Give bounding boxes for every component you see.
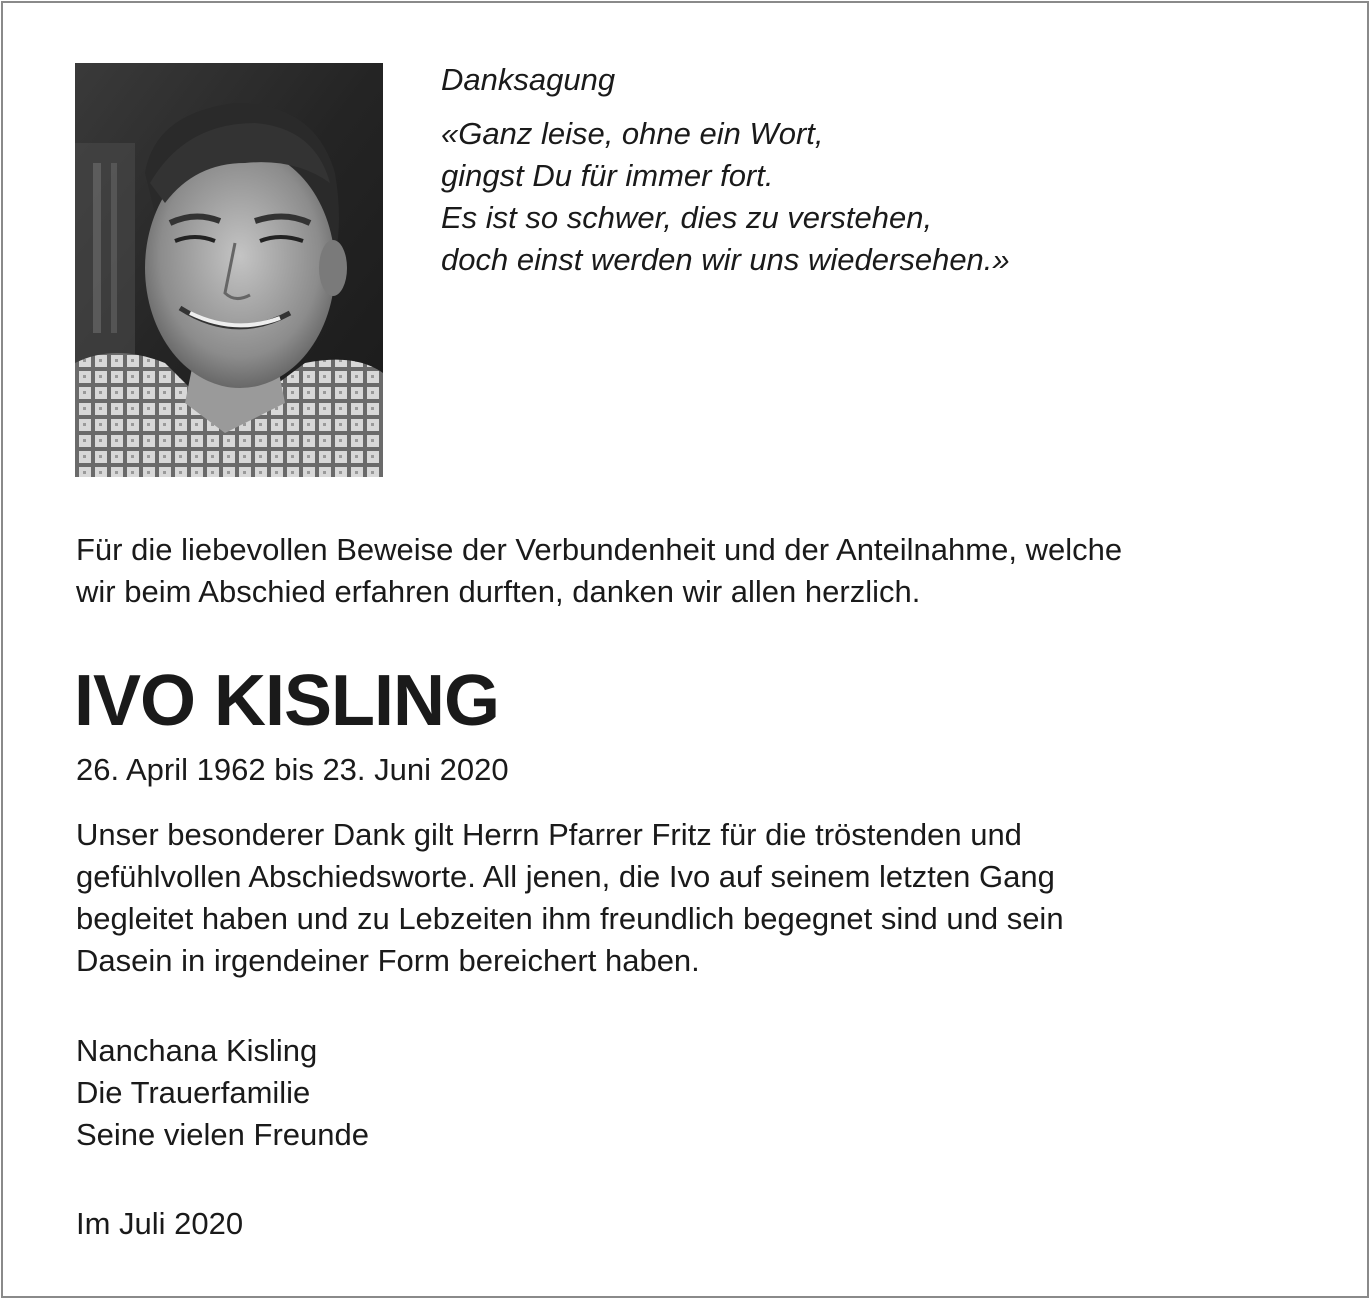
poem bbox=[441, 113, 1010, 281]
thanks-line: Dasein in irgendeiner Form bereichert haben. bbox=[76, 943, 700, 978]
poem-line: «Ganz leise, ohne ein Wort, bbox=[441, 116, 824, 151]
portrait-photo bbox=[75, 63, 383, 477]
poem-line: Es ist so schwer, dies zu verstehen, bbox=[441, 200, 933, 235]
notice-heading: Danksagung bbox=[441, 62, 616, 97]
intro-line: Für die liebevollen Beweise der Verbundenheit und der Anteilnahme, welche bbox=[76, 532, 1123, 567]
thanks-paragraph bbox=[76, 814, 1064, 982]
signers bbox=[76, 1030, 369, 1156]
poem-line: gingst Du für immer fort. bbox=[441, 158, 774, 193]
thanks-line: begleitet haben und zu Lebzeiten ihm freundlich begegnet sind und sein bbox=[76, 901, 1064, 936]
life-dates: 26. April 1962 bis 23. Juni 2020 bbox=[76, 752, 509, 787]
signer-line: Die Trauerfamilie bbox=[76, 1075, 311, 1110]
poem-line: doch einst werden wir uns wiedersehen.» bbox=[441, 242, 1010, 277]
signer-line: Nanchana Kisling bbox=[76, 1033, 318, 1068]
signer-line: Seine vielen Freunde bbox=[76, 1117, 369, 1152]
notice-date: Im Juli 2020 bbox=[76, 1206, 244, 1241]
deceased-name: IVO KISLING bbox=[74, 661, 500, 741]
thanks-line: gefühlvollen Abschiedsworte. All jenen, die Ivo auf seinem letzten Gang bbox=[76, 859, 1055, 894]
thanks-line: Unser besonderer Dank gilt Herrn Pfarrer Fritz für die tröstenden und bbox=[76, 817, 1022, 852]
portrait-image bbox=[75, 63, 383, 477]
intro-paragraph bbox=[76, 529, 1122, 613]
intro-line: wir beim Abschied erfahren durften, danken wir allen herzlich. bbox=[76, 574, 921, 609]
